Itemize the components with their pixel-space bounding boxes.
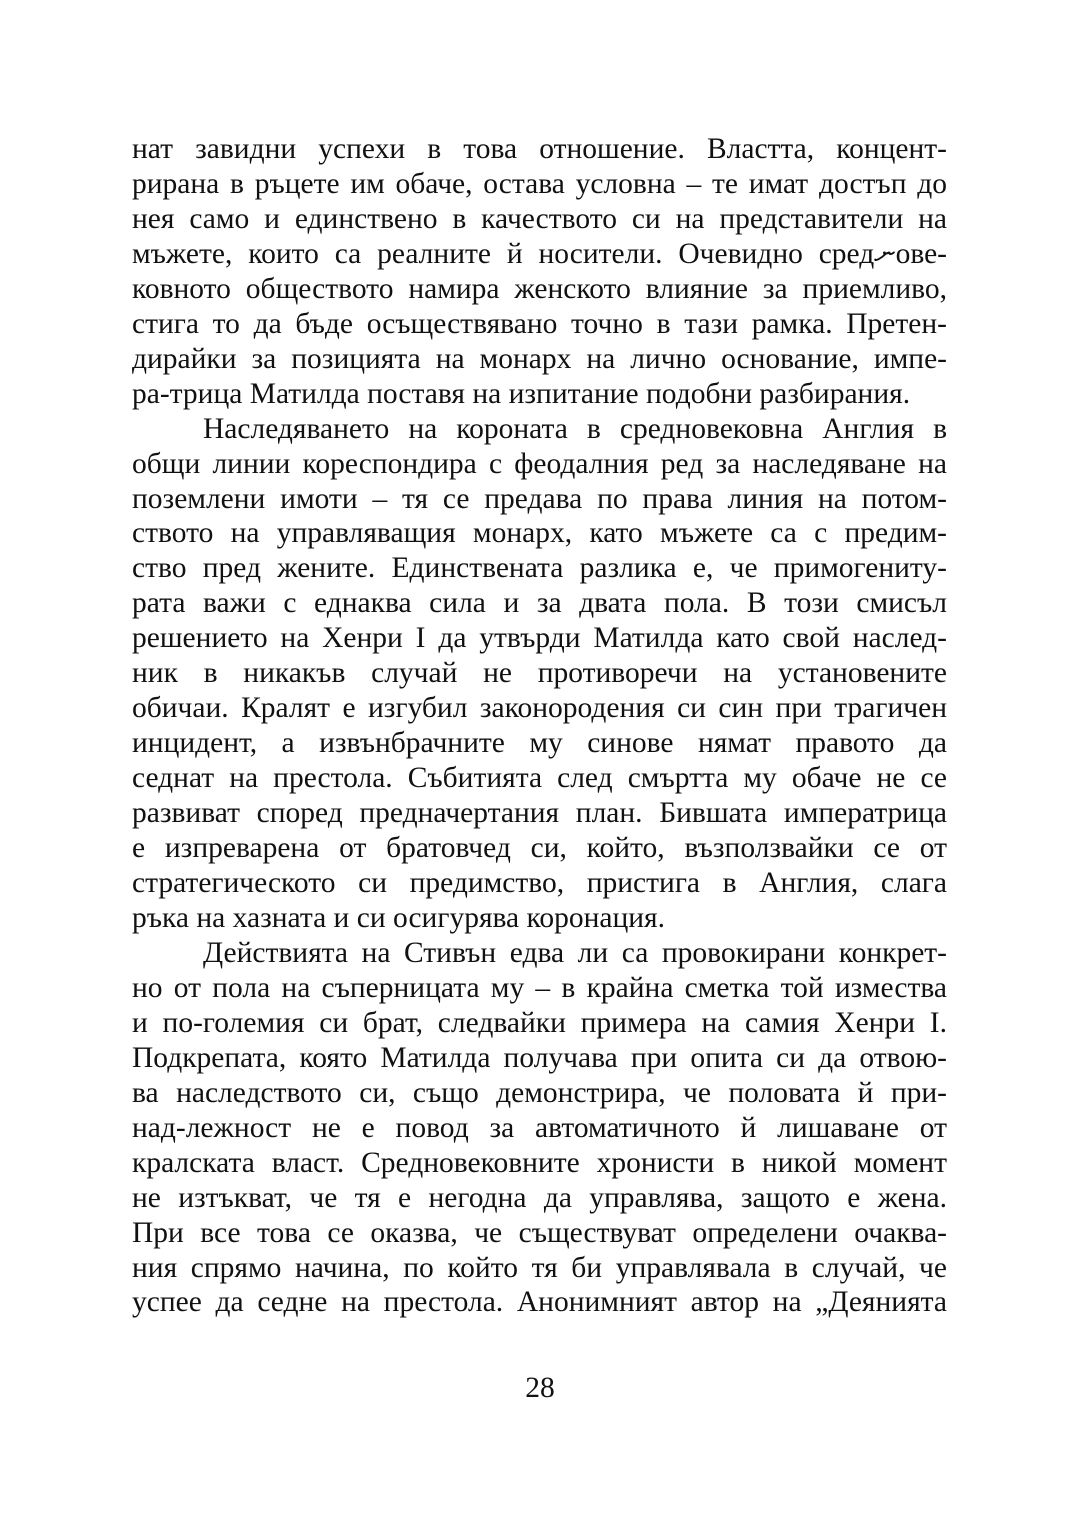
text-line: ръка на хазната и си осигурява коронация.	[132, 901, 666, 934]
text-line: стратегическото си предимство, пристига в Англия, слага	[132, 867, 947, 900]
text-line: дирайки за позицията на монарх на лично основание, импе-	[132, 342, 947, 375]
text-line: не изтъкват, че тя е негодна да управлява, защото е жена.	[132, 1181, 947, 1214]
text-line: седнат на престола. Събитията след смъртта му обаче не се	[132, 762, 947, 795]
paragraph-1	[132, 132, 947, 412]
text-line: успее да седне на престола. Анонимният автор на „Деянията	[132, 1286, 947, 1319]
text-line: ството на управляващия монарх, като мъжете са с предим-	[132, 517, 947, 550]
text-line: общи линии кореспондира с феодалния ред за наследяване на	[132, 447, 947, 480]
page-body	[132, 132, 947, 1320]
text-line: и по-големия си брат, следвайки примера на самия Хенри I.	[132, 1006, 947, 1039]
page-number: 28	[525, 1372, 555, 1404]
text-line: обичаи. Кралят е изгубил законородения си син при трагичен	[132, 692, 947, 725]
text-line: ковното обществото намира женското влияние за приемливо,	[132, 272, 947, 305]
paragraph-3	[132, 936, 947, 1320]
text-line: ва наследството си, също демонстрира, че половата й при-	[132, 1076, 947, 1109]
text-line: Наследяването на короната в средновековна Англия в	[203, 412, 947, 445]
text-line: над-лежност не е повод за автоматичното й лишаване от	[132, 1111, 947, 1144]
text-line: нат завидни успехи в това отношение. Властта, концент-	[132, 133, 947, 165]
text-line: поземлени имоти – тя се предава по права линия на потом-	[132, 482, 947, 515]
text-line: ния спрямо начина, по който тя би управлявала в случай, че	[132, 1251, 947, 1284]
text-line: Действията на Стивън едва ли са провокирани конкрет-	[203, 936, 947, 969]
text-line: стига то да бъде осъществявано точно в тази рамка. Претен-	[132, 307, 947, 340]
text-line: ник в никакъв случай не противоречи на установените	[132, 657, 947, 690]
text-line: развиват според предначертания план. Бившата императрица	[132, 797, 947, 830]
text-line: При все това се оказва, че съществуват определени очаква-	[132, 1216, 947, 1249]
text-line: Подкрепата, която Матилда получава при опита си да отвою-	[132, 1041, 947, 1074]
text-line: нея само и единствено в качеството си на представители на	[132, 202, 947, 235]
text-line: рата важи с еднаква сила и за двата пола. В този смисъл	[132, 587, 947, 620]
text-line: ра-трица Матилда поставя на изпитание подобни разбирания.	[132, 377, 911, 410]
text-line: е изпреварена от братовчед си, който, възползвайки се от	[132, 832, 947, 865]
text-line: инцидент, а извънбрачните му синове нямат правото да	[132, 727, 947, 760]
paragraph-2	[132, 412, 947, 936]
text-line: решението на Хенри I да утвърди Матилда като свой наслед-	[132, 622, 947, 655]
text-line: но от пола на съперницата му – в крайна сметка той измества	[132, 971, 947, 1004]
text-line: кралската власт. Средновековните хронисти в никой момент	[132, 1146, 947, 1179]
text-line: ство пред жените. Единствената разлика е, че примогениту-	[132, 552, 947, 585]
text-line: мъжете, които са реалните й носители. Очевидно средނове-	[132, 237, 947, 270]
text-line: рирана в ръцете им обаче, остава условна – те имат достъп до	[132, 167, 947, 200]
